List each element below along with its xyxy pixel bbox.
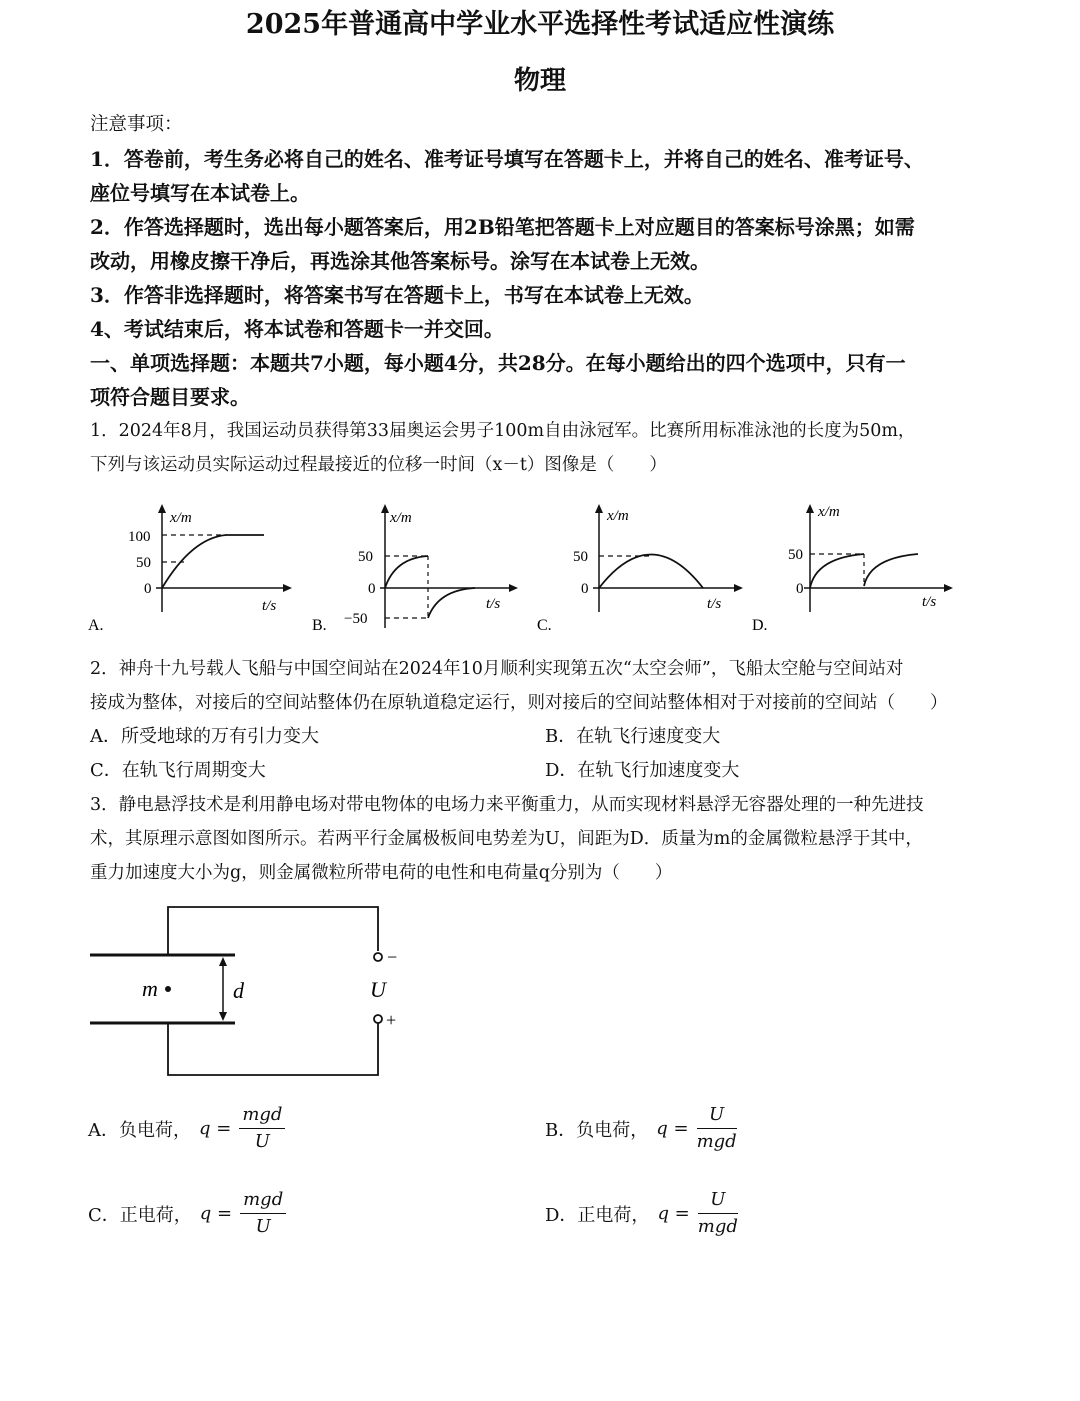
tick-label: 0 (796, 581, 804, 597)
charge-symbol: q = (656, 1118, 689, 1139)
option-c[interactable]: C．在轨飞行周期变大 (90, 760, 266, 781)
plus-sign: + (386, 1010, 397, 1030)
section-heading: 项符合题目要求。 (90, 385, 250, 409)
voltage-label: U (370, 977, 386, 1002)
y-axis-label: x/m (818, 504, 840, 520)
tick-label: 0 (581, 581, 589, 597)
tick-label: 0 (144, 581, 152, 597)
graph-a (84, 500, 294, 640)
question-3-text: 重力加速度大小为g，则金属微粒所带电荷的电性和电荷量q分别为（ ） (90, 863, 673, 883)
option-label: B．负电荷， (545, 1119, 649, 1141)
option-b[interactable] (545, 1102, 737, 1155)
tick-label: 50 (136, 555, 151, 571)
x-axis-label: t/s (262, 598, 277, 614)
notice-item: 4、考试结束后，将本试卷和答题卡一并交回。 (90, 317, 504, 341)
option-label: C. (537, 617, 552, 634)
fraction: $\frac{\text{mgd}}{U}$ (239, 1102, 285, 1155)
x-axis-label: t/s (707, 596, 722, 612)
fraction: $\frac{U}{\text{mgd}}$ (696, 1104, 737, 1152)
option-label: A. (88, 617, 104, 634)
tick-label: 50 (358, 549, 373, 565)
notice-heading: 注意事项： (90, 114, 183, 135)
y-axis-label: x/m (390, 510, 412, 526)
option-c[interactable] (88, 1187, 286, 1240)
fraction: $\frac{U}{\text{mgd}}$ (697, 1189, 738, 1237)
notice-item: 改动，用橡皮擦干净后，再选涂其他答案标号。涂写在本试卷上无效。 (90, 249, 710, 273)
charge-symbol: q = (199, 1118, 232, 1139)
option-label: A．负电荷， (88, 1119, 191, 1141)
subject-title: 物理 (513, 66, 566, 96)
question-1-text: 下列与该运动员实际运动过程最接近的位移一时间（x－t）图像是（ ） (90, 455, 667, 475)
question-3-text: 3．静电悬浮技术是利用静电场对带电物体的电场力来平衡重力，从而实现材料悬浮无容器处理的一种先进技 (90, 795, 924, 815)
mass-label: m (142, 976, 158, 1001)
option-b[interactable]: B．在轨飞行速度变大 (545, 726, 721, 747)
y-axis-label: x/m (170, 510, 192, 526)
x-axis-label: t/s (922, 594, 937, 610)
tick-label: −50 (344, 611, 368, 627)
section-heading: 一、单项选择题：本题共7小题，每小题4分，共28分。在每小题给出的四个选项中，只有一 (90, 351, 906, 375)
tick-label: 0 (368, 581, 376, 597)
gap-label: d (233, 978, 244, 1003)
option-label: D. (752, 617, 768, 634)
notice-item: 3．作答非选择题时，将答案书写在答题卡上，书写在本试卷上无效。 (90, 283, 704, 307)
option-label: B. (312, 617, 327, 634)
minus-sign: − (387, 947, 398, 967)
y-axis-label: x/m (607, 508, 629, 524)
question-3-text: 术，其原理示意图如图所示。若两平行金属极板间电势差为U，间距为D．质量为m的金属微粒悬浮于其中， (90, 829, 923, 849)
option-a[interactable] (88, 1102, 285, 1155)
option-label: D．正电荷， (545, 1204, 650, 1226)
notice-item: 座位号填写在本试卷上。 (90, 181, 310, 205)
fraction: $\frac{\text{mgd}}{U}$ (240, 1187, 286, 1240)
exam-title: 2025年普通高中学业水平选择性考试适应性演练 (245, 9, 835, 40)
graph-c (535, 500, 750, 640)
notice-item: 2．作答选择题时，选出每小题答案后，用2B铅笔把答题卡上对应题目的答案标号涂黑；如需 (90, 215, 915, 239)
capacitor-diagram (90, 895, 420, 1090)
option-d[interactable]: D．在轨飞行加速度变大 (545, 760, 740, 781)
option-label: C．正电荷， (88, 1204, 192, 1226)
question-1-text: 1．2024年8月，我国运动员获得第33届奥运会男子100m自由泳冠军。比赛所用标准泳池的长度为50m， (90, 421, 916, 441)
notice-item: 1．答卷前，考生务必将自己的姓名、准考证号填写在答题卡上，并将自己的姓名、准考证号、 (90, 147, 924, 171)
question-2-text: 2．神舟十九号载人飞船与中国空间站在2024年10月顺利实现第五次“太空会师”，飞船太空舱与空间站对 (90, 659, 904, 679)
option-a[interactable]: A．所受地球的万有引力变大 (90, 726, 319, 747)
tick-label: 100 (128, 529, 151, 545)
tick-label: 50 (788, 547, 803, 563)
charge-symbol: q = (657, 1203, 690, 1224)
tick-label: 50 (573, 549, 588, 565)
graph-b (310, 500, 525, 640)
graph-d (752, 500, 962, 640)
charge-symbol: q = (199, 1203, 233, 1224)
question-2-text: 接成为整体，对接后的空间站整体仍在原轨道稳定运行，则对接后的空间站整体相对于对接前的空间站（ ） (90, 693, 948, 713)
x-axis-label: t/s (486, 596, 501, 612)
option-d[interactable] (545, 1187, 738, 1240)
